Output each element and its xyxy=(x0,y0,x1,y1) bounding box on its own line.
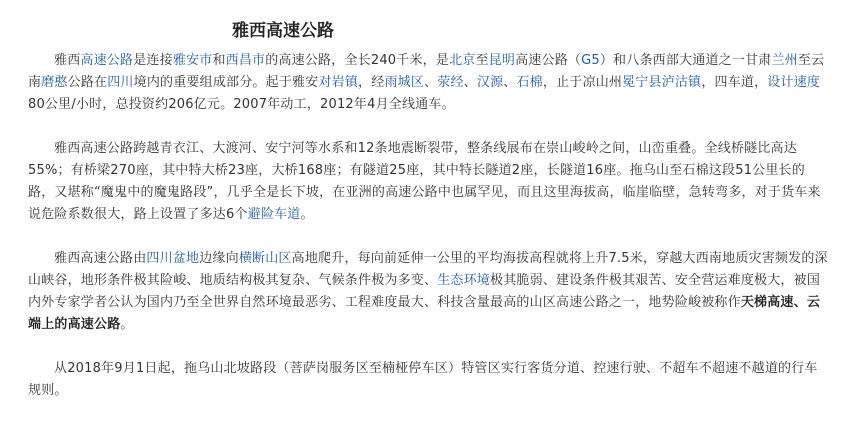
link-kunming[interactable]: 昆明 xyxy=(488,53,516,68)
text: ，四车道， xyxy=(701,75,768,90)
text: 境内的重要组成部分。起于雅安 xyxy=(133,75,319,90)
link-hanyuan[interactable]: 汉源 xyxy=(476,75,504,90)
link-yucheng-district[interactable]: 雨城区 xyxy=(384,75,425,90)
text: 高地爬升，每向前延伸一公里的平均海拔高程就将上升7.5米，穿越大西南地质灾害频发的深山峡谷，地形条件极其险峻、地质结构极其复杂、气候条件极为多变、 xyxy=(28,251,828,288)
highlight-nickname: 天梯高速、云端上的高速公路 xyxy=(28,295,821,332)
link-yaan-city[interactable]: 雅安市 xyxy=(172,53,213,68)
text: 公路在 xyxy=(67,75,108,90)
link-duiyan-town[interactable]: 对岩镇 xyxy=(318,75,359,90)
link-yingjing[interactable]: 荥经 xyxy=(437,75,464,90)
text: 80公里/小时，总投资约206亿元。2007年动工，2012年4月全线通车。 xyxy=(28,97,455,112)
text: 是连接 xyxy=(133,53,173,68)
text: ）和八条西部大通道之一甘肃 xyxy=(599,53,772,68)
text: 雅西高速公路跨越青衣江、大渡河、安宁河等水系和12条地震断裂带，整条线展布在崇山峻岭之间，山峦重叠。全线桥隧比高达55%；有桥梁270座，其中特大桥23座，大桥168座；有隧道25座，其中特长隧道2座，长隧道16座。拖乌山至石棉这段51公里长的路，又堪称“魔鬼中的魔鬼路段”，几乎全是长下坡，在亚洲的高速公路中也属罕见，而且这里海拔高，临崖临壁，急转弯多，对于货车来说危险系数很大，路上设置了多达6个 xyxy=(28,141,821,222)
link-shimian[interactable]: 石棉 xyxy=(516,75,543,90)
link-highway[interactable]: 高速公路 xyxy=(80,53,134,68)
link-lugu-town[interactable]: 泸沽镇 xyxy=(661,75,702,90)
link-g5[interactable]: G5 xyxy=(581,53,600,68)
text: 边缘向 xyxy=(199,251,239,266)
link-beijing[interactable]: 北京 xyxy=(449,53,476,68)
link-hengduan-mountains[interactable]: 横断山区 xyxy=(238,251,292,266)
paragraph-geology xyxy=(28,138,828,226)
link-escape-lane[interactable]: 避险车道 xyxy=(247,207,301,222)
text: 。 xyxy=(300,207,314,222)
text: 极其脆弱、建设条件极其艰苦、安全营运难度极大，被国内外专家学者公认为国内乃至全世界自然环境最恶劣、工程难度最大、科技含量最高的山区高速公路之一，地势险峻被称作 xyxy=(28,273,821,310)
text: 。 xyxy=(120,317,134,332)
article-title: 雅西高速公路 xyxy=(232,21,334,41)
link-design-speed[interactable]: 设计速度 xyxy=(767,75,821,90)
link-sichuan-basin[interactable]: 四川盆地 xyxy=(146,251,200,266)
text: ，止于凉山州 xyxy=(542,75,623,90)
text: ，经 xyxy=(358,75,385,90)
text: 从2018年9月1日起，拖乌山北坡路段（菩萨岗服务区至楠桠停车区）特管区实行客货分道、控速行驶、不超车不超速不越道的行车规则。 xyxy=(28,361,818,398)
link-ecological-environment[interactable]: 生态环境 xyxy=(437,273,491,288)
text: 、 xyxy=(463,75,477,90)
link-mianning-county[interactable]: 冕宁县 xyxy=(622,75,662,90)
text: 的高速公路，全长240千米，是 xyxy=(265,53,450,68)
paragraph-traffic-rules xyxy=(28,358,828,402)
link-mohan[interactable]: 磨憨 xyxy=(41,75,68,90)
text: 、 xyxy=(503,75,517,90)
text: 至云南 xyxy=(28,53,825,90)
text: 至 xyxy=(475,53,489,68)
link-sichuan[interactable]: 四川 xyxy=(107,75,134,90)
link-lanzhou[interactable]: 兰州 xyxy=(771,53,798,68)
text: 、 xyxy=(424,75,438,90)
paragraph-terrain xyxy=(28,248,828,336)
text: 雅西 xyxy=(54,53,81,68)
text: 雅西高速公路由 xyxy=(54,251,147,266)
link-xichang-city[interactable]: 西昌市 xyxy=(225,53,266,68)
text: 和 xyxy=(212,53,226,68)
paragraph-intro xyxy=(28,50,828,116)
text: 高速公路（ xyxy=(515,53,582,68)
